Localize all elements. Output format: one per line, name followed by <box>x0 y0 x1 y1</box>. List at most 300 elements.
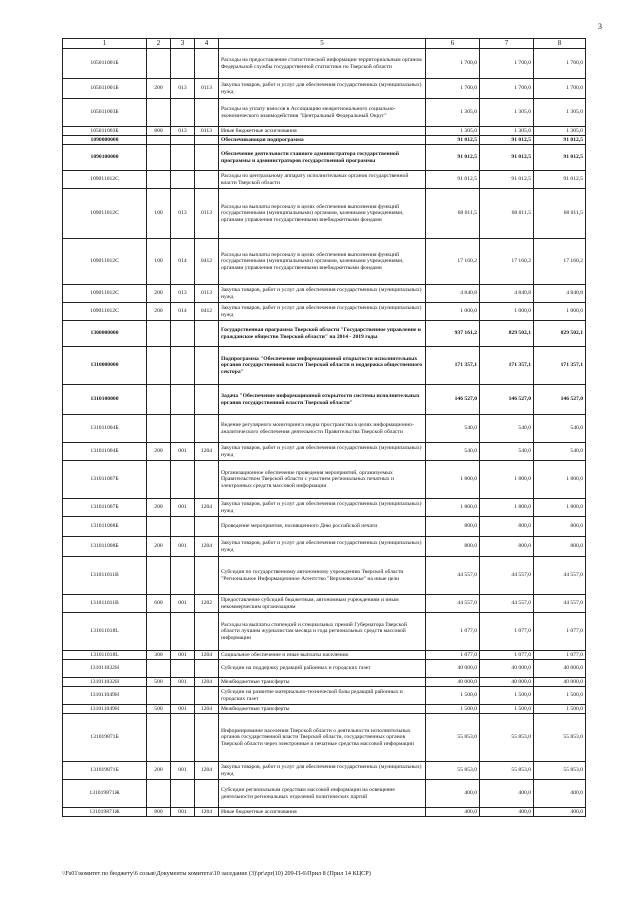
code-cell: 131011007Б <box>63 461 147 499</box>
code-cell: 105011003Б <box>63 127 147 136</box>
value-cell-col7: 91 012,5 <box>480 136 534 145</box>
ministry-cell: 013 <box>171 189 195 239</box>
value-cell-col7: 171 357,1 <box>480 347 534 385</box>
value-cell-col7: 1 700,0 <box>480 79 534 99</box>
ministry-cell <box>171 517 195 537</box>
value-cell-col6: 171 357,1 <box>426 347 480 385</box>
value-cell-col6: 800,0 <box>426 517 480 537</box>
description-cell: Обеспечение деятельности главного администратора государственной программы и администраторов государственной программы <box>219 145 426 171</box>
code-cell: 105011003Б <box>63 99 147 127</box>
section-cell: 0412 <box>195 239 219 285</box>
table-body <box>63 39 586 817</box>
value-cell-col6: 400,0 <box>426 808 480 817</box>
value-cell-col7: 1 700,0 <box>480 49 534 79</box>
value-cell-col7: 44 557,0 <box>480 557 534 595</box>
expense-type-cell <box>147 557 171 595</box>
expense-type-cell: 100 <box>147 239 171 285</box>
value-cell-col7: 400,0 <box>480 808 534 817</box>
value-cell-col7: 1 800,0 <box>480 499 534 517</box>
ministry-cell: 001 <box>171 499 195 517</box>
value-cell-col6: 17 160,2 <box>426 239 480 285</box>
value-cell-col6: 1 077,0 <box>426 651 480 660</box>
value-cell-col8: 400,0 <box>534 808 586 817</box>
table-row <box>63 595 586 613</box>
expense-type-cell: 800 <box>147 127 171 136</box>
table-row <box>63 127 586 136</box>
value-cell-col8: 17 160,2 <box>534 239 586 285</box>
value-cell-col7: 400,0 <box>480 780 534 808</box>
value-cell-col6: 44 557,0 <box>426 557 480 595</box>
table-row <box>63 537 586 557</box>
ministry-cell <box>171 136 195 145</box>
value-cell-col6: 146 527,0 <box>426 385 480 415</box>
ministry-cell <box>171 714 195 762</box>
code-cell: 105011001Б <box>63 49 147 79</box>
value-cell-col7: 1 077,0 <box>480 613 534 651</box>
value-cell-col6: 68 011,5 <box>426 189 480 239</box>
value-cell-col7: 55 853,0 <box>480 714 534 762</box>
code-cell: 131019871Б <box>63 714 147 762</box>
ministry-cell <box>171 613 195 651</box>
code-cell: 131011018L <box>63 651 147 660</box>
code-cell: 131019871Ж <box>63 808 147 817</box>
value-cell-col7: 1 305,0 <box>480 99 534 127</box>
value-cell-col8: 1 800,0 <box>534 461 586 499</box>
table-row <box>63 239 586 285</box>
code-cell: 131011004Б <box>63 415 147 443</box>
section-cell <box>195 136 219 145</box>
description-cell: Расходы на выплаты персоналу в целях обеспечения выполнения функций государственными (муниципальными) органами, казенными учреждениями, органами управления государственными внебюджетными фондами <box>219 189 426 239</box>
value-cell-col7: 1 305,0 <box>480 127 534 136</box>
description-cell: Закупка товаров, работ и услуг для обеспечения государственных (муниципальных) нужд <box>219 285 426 303</box>
description-cell: Иные бюджетные ассигнования <box>219 808 426 817</box>
table-row <box>63 651 586 660</box>
table-row <box>63 762 586 780</box>
value-cell-col6: 91 012,5 <box>426 171 480 189</box>
expense-type-cell <box>147 99 171 127</box>
expense-type-cell: 300 <box>147 651 171 660</box>
value-cell-col7: 800,0 <box>480 517 534 537</box>
value-cell-col7: 540,0 <box>480 415 534 443</box>
value-cell-col8: 40 000,0 <box>534 678 586 687</box>
ministry-cell <box>171 145 195 171</box>
description-cell: Межбюджетные трансферты <box>219 678 426 687</box>
code-cell: 131011032Н <box>63 660 147 678</box>
description-cell: Расходы по центральному аппарату исполнительных органов государственной власти Тверской области <box>219 171 426 189</box>
expense-type-cell <box>147 613 171 651</box>
section-cell: 1204 <box>195 678 219 687</box>
value-cell-col8: 40 000,0 <box>534 660 586 678</box>
value-cell-col6: 1 800,0 <box>426 461 480 499</box>
value-cell-col8: 1 000,0 <box>534 303 586 321</box>
table-row <box>63 517 586 537</box>
table-row <box>63 171 586 189</box>
section-cell <box>195 687 219 705</box>
table-row <box>63 79 586 99</box>
value-cell-col6: 55 853,0 <box>426 762 480 780</box>
column-header: 8 <box>534 39 586 49</box>
expense-type-cell: 200 <box>147 285 171 303</box>
value-cell-col6: 1 000,0 <box>426 303 480 321</box>
description-cell: Расходы на предоставление статистической информации территориальным органом Федеральной службы государственной статистики по Тверской области <box>219 49 426 79</box>
column-header: 4 <box>195 39 219 49</box>
code-cell: 1090000000 <box>63 136 147 145</box>
code-cell: 109011012С <box>63 239 147 285</box>
value-cell-col8: 800,0 <box>534 517 586 537</box>
code-cell: 131011007Б <box>63 499 147 517</box>
value-cell-col8: 800,0 <box>534 537 586 557</box>
expense-type-cell <box>147 385 171 415</box>
table-row <box>63 613 586 651</box>
value-cell-col8: 829 502,1 <box>534 321 586 347</box>
value-cell-col7: 829 502,1 <box>480 321 534 347</box>
description-cell: Субсидии на поддержку редакций районных и городских газет <box>219 660 426 678</box>
expense-type-cell <box>147 171 171 189</box>
code-cell: 131011032Н <box>63 678 147 687</box>
table-row <box>63 808 586 817</box>
code-cell: 109011012С <box>63 303 147 321</box>
description-cell: Закупка товаров, работ и услуг для обеспечения государственных (муниципальных) нужд <box>219 537 426 557</box>
value-cell-col6: 1 077,0 <box>426 613 480 651</box>
section-cell <box>195 99 219 127</box>
code-cell: 131011011В <box>63 557 147 595</box>
value-cell-col8: 1 700,0 <box>534 49 586 79</box>
value-cell-col8: 4 840,8 <box>534 285 586 303</box>
file-path-footer: \\Fs01\комитет по бюджету\6 созыв\Документы комитета\10 заседание (3)\pr\zpr(10) 209-П-6\Прил 8 (Прил 14 КЦСР) <box>62 870 371 877</box>
ministry-cell: 001 <box>171 595 195 613</box>
table-row <box>63 303 586 321</box>
description-cell: Обеспечивающая подпрограмма <box>219 136 426 145</box>
section-cell <box>195 557 219 595</box>
section-cell: 1204 <box>195 537 219 557</box>
code-cell: 131019871Б <box>63 762 147 780</box>
description-cell: Организационное обеспечение проведения мероприятий, организуемых Правительством Тверской области с участием региональных печатных и электронных средств массовой информации <box>219 461 426 499</box>
description-cell: Иные бюджетные ассигнования <box>219 127 426 136</box>
code-cell: 109011012С <box>63 171 147 189</box>
section-cell: 0113 <box>195 79 219 99</box>
code-cell: 105011001Б <box>63 79 147 99</box>
value-cell-col7: 55 853,0 <box>480 762 534 780</box>
expense-type-cell: 200 <box>147 537 171 557</box>
value-cell-col8: 55 853,0 <box>534 714 586 762</box>
section-cell: 1204 <box>195 808 219 817</box>
expense-type-cell <box>147 321 171 347</box>
value-cell-col6: 40 000,0 <box>426 678 480 687</box>
description-cell: Закупка товаров, работ и услуг для обеспечения государственных (муниципальных) нужд <box>219 762 426 780</box>
code-cell: 131011008Б <box>63 517 147 537</box>
code-cell: 131011049Н <box>63 705 147 714</box>
section-cell: 0412 <box>195 303 219 321</box>
ministry-cell <box>171 557 195 595</box>
description-cell: Ведение регулярного мониторинга медиа пространства в целях информационно-аналитического обеспечения деятельности Правительства Тверской области <box>219 415 426 443</box>
code-cell: 109011012С <box>63 189 147 239</box>
section-cell <box>195 347 219 385</box>
code-cell: 1090100000 <box>63 145 147 171</box>
column-header: 1 <box>63 39 147 49</box>
value-cell-col6: 44 557,0 <box>426 595 480 613</box>
table-row <box>63 49 586 79</box>
section-cell <box>195 780 219 808</box>
table-row <box>63 780 586 808</box>
expense-type-cell <box>147 714 171 762</box>
budget-table <box>62 38 586 817</box>
ministry-cell: 001 <box>171 651 195 660</box>
table-row <box>63 189 586 239</box>
value-cell-col6: 1 700,0 <box>426 49 480 79</box>
table-row <box>63 321 586 347</box>
code-cell: 1310100000 <box>63 385 147 415</box>
table-row <box>63 285 586 303</box>
table-row <box>63 678 586 687</box>
section-cell: 1204 <box>195 443 219 461</box>
value-cell-col7: 1 077,0 <box>480 651 534 660</box>
value-cell-col6: 540,0 <box>426 443 480 461</box>
value-cell-col6: 1 305,0 <box>426 99 480 127</box>
description-cell: Закупка товаров, работ и услуг для обеспечения государственных (муниципальных) нужд <box>219 499 426 517</box>
expense-type-cell <box>147 145 171 171</box>
value-cell-col6: 4 840,8 <box>426 285 480 303</box>
section-cell <box>195 171 219 189</box>
value-cell-col6: 1 305,0 <box>426 127 480 136</box>
value-cell-col8: 91 012,5 <box>534 136 586 145</box>
column-header: 2 <box>147 39 171 49</box>
ministry-cell: 013 <box>171 79 195 99</box>
section-cell <box>195 145 219 171</box>
description-cell: Расходы на выплаты персоналу в целях обеспечения выполнения функций государственными (муниципальными) органами, казенными учреждениями, органами управления государственными внебюджетными фондами <box>219 239 426 285</box>
value-cell-col6: 91 012,5 <box>426 136 480 145</box>
ministry-cell <box>171 461 195 499</box>
table-row <box>63 557 586 595</box>
expense-type-cell: 500 <box>147 678 171 687</box>
code-cell: 1300000000 <box>63 321 147 347</box>
value-cell-col8: 91 012,5 <box>534 145 586 171</box>
description-cell: Субсидия по государственному автономному учреждению Тверской области "Региональное Информационное Агентство "Верхневолжье" на иные цели <box>219 557 426 595</box>
value-cell-col7: 91 012,5 <box>480 171 534 189</box>
table-row <box>63 136 586 145</box>
page-number: 3 <box>598 22 602 31</box>
description-cell: Задача "Обеспечение информационной открытости системы исполнительных органов государственной власти Тверской области" <box>219 385 426 415</box>
ministry-cell: 001 <box>171 443 195 461</box>
ministry-cell: 013 <box>171 127 195 136</box>
section-cell <box>195 415 219 443</box>
value-cell-col7: 800,0 <box>480 537 534 557</box>
ministry-cell <box>171 660 195 678</box>
ministry-cell <box>171 49 195 79</box>
value-cell-col6: 1 700,0 <box>426 79 480 99</box>
value-cell-col8: 1 800,0 <box>534 499 586 517</box>
table-row <box>63 99 586 127</box>
column-header: 5 <box>219 39 426 49</box>
table-row <box>63 461 586 499</box>
table-row <box>63 705 586 714</box>
value-cell-col8: 540,0 <box>534 443 586 461</box>
value-cell-col8: 1 077,0 <box>534 613 586 651</box>
value-cell-col7: 1 500,0 <box>480 687 534 705</box>
description-cell: Государственная программа Тверской области "Государственное управление и гражданское общество Тверской области" на 2014 - 2019 годы <box>219 321 426 347</box>
expense-type-cell <box>147 687 171 705</box>
expense-type-cell: 200 <box>147 443 171 461</box>
value-cell-col7: 40 000,0 <box>480 678 534 687</box>
section-cell <box>195 660 219 678</box>
description-cell: Субсидии на развитие материально-технической базы редакций районных и городских газет <box>219 687 426 705</box>
code-cell: 131011018L <box>63 613 147 651</box>
ministry-cell <box>171 687 195 705</box>
expense-type-cell: 200 <box>147 762 171 780</box>
column-header: 3 <box>171 39 195 49</box>
value-cell-col8: 1 305,0 <box>534 127 586 136</box>
table-row <box>63 415 586 443</box>
expense-type-cell: 200 <box>147 79 171 99</box>
table-row <box>63 385 586 415</box>
description-cell: Закупка товаров, работ и услуг для обеспечения государственных (муниципальных) нужд <box>219 79 426 99</box>
value-cell-col6: 55 853,0 <box>426 714 480 762</box>
code-cell: 131011049Н <box>63 687 147 705</box>
expense-type-cell: 800 <box>147 808 171 817</box>
value-cell-col7: 68 011,5 <box>480 189 534 239</box>
description-cell: Подпрограмма "Обеспечение информационной открытости исполнительных органов государственной власти Тверской области и поддержка общественного сектора" <box>219 347 426 385</box>
section-cell <box>195 613 219 651</box>
value-cell-col7: 17 160,2 <box>480 239 534 285</box>
expense-type-cell <box>147 660 171 678</box>
value-cell-col6: 400,0 <box>426 780 480 808</box>
value-cell-col7: 540,0 <box>480 443 534 461</box>
description-cell: Социальное обеспечение и иные выплаты населению <box>219 651 426 660</box>
ministry-cell <box>171 321 195 347</box>
expense-type-cell <box>147 347 171 385</box>
description-cell: Закупка товаров, работ и услуг для обеспечения государственных (муниципальных) нужд <box>219 303 426 321</box>
value-cell-col7: 40 000,0 <box>480 660 534 678</box>
description-cell: Субсидии региональным средствам массовой информации на освещение деятельности региональных отделений политических партий <box>219 780 426 808</box>
section-cell: 1204 <box>195 705 219 714</box>
code-cell: 131011004Б <box>63 443 147 461</box>
ministry-cell <box>171 780 195 808</box>
ministry-cell: 013 <box>171 285 195 303</box>
expense-type-cell: 200 <box>147 303 171 321</box>
ministry-cell <box>171 347 195 385</box>
expense-type-cell <box>147 136 171 145</box>
value-cell-col8: 1 500,0 <box>534 705 586 714</box>
ministry-cell <box>171 99 195 127</box>
section-cell <box>195 321 219 347</box>
expense-type-cell: 200 <box>147 499 171 517</box>
table-row <box>63 714 586 762</box>
code-cell: 1310000000 <box>63 347 147 385</box>
description-cell: Проведение мероприятия, посвященного Дню российской печати <box>219 517 426 537</box>
expense-type-cell <box>147 49 171 79</box>
section-cell <box>195 385 219 415</box>
value-cell-col7: 146 527,0 <box>480 385 534 415</box>
table-row <box>63 499 586 517</box>
ministry-cell: 001 <box>171 678 195 687</box>
expense-type-cell: 100 <box>147 189 171 239</box>
header-row <box>63 39 586 49</box>
value-cell-col8: 55 853,0 <box>534 762 586 780</box>
expense-type-cell <box>147 415 171 443</box>
description-cell: Закупка товаров, работ и услуг для обеспечения государственных (муниципальных) нужд <box>219 443 426 461</box>
section-cell <box>195 49 219 79</box>
table-row <box>63 145 586 171</box>
value-cell-col8: 1 500,0 <box>534 687 586 705</box>
expense-type-cell <box>147 517 171 537</box>
value-cell-col7: 4 840,8 <box>480 285 534 303</box>
expense-type-cell: 600 <box>147 595 171 613</box>
ministry-cell: 014 <box>171 303 195 321</box>
value-cell-col7: 91 012,5 <box>480 145 534 171</box>
section-cell <box>195 461 219 499</box>
section-cell: 1204 <box>195 762 219 780</box>
table-row <box>63 347 586 385</box>
description-cell: Предоставление субсидий бюджетным, автономным учреждениям и иным некоммерческим организациям <box>219 595 426 613</box>
value-cell-col6: 40 000,0 <box>426 660 480 678</box>
ministry-cell: 001 <box>171 537 195 557</box>
value-cell-col8: 1 305,0 <box>534 99 586 127</box>
ministry-cell: 001 <box>171 762 195 780</box>
value-cell-col6: 937 161,2 <box>426 321 480 347</box>
ministry-cell: 001 <box>171 705 195 714</box>
table-row <box>63 443 586 461</box>
value-cell-col8: 1 077,0 <box>534 651 586 660</box>
value-cell-col8: 91 012,5 <box>534 171 586 189</box>
value-cell-col7: 1 800,0 <box>480 461 534 499</box>
section-cell: 0113 <box>195 189 219 239</box>
section-cell: 1204 <box>195 651 219 660</box>
value-cell-col6: 91 012,5 <box>426 145 480 171</box>
ministry-cell <box>171 415 195 443</box>
value-cell-col7: 44 557,0 <box>480 595 534 613</box>
value-cell-col6: 540,0 <box>426 415 480 443</box>
code-cell: 131011011В <box>63 595 147 613</box>
code-cell: 109011012С <box>63 285 147 303</box>
value-cell-col6: 1 500,0 <box>426 687 480 705</box>
ministry-cell: 014 <box>171 239 195 285</box>
section-cell: 1204 <box>195 499 219 517</box>
value-cell-col7: 1 000,0 <box>480 303 534 321</box>
expense-type-cell: 500 <box>147 705 171 714</box>
table-row <box>63 660 586 678</box>
section-cell: 0113 <box>195 285 219 303</box>
section-cell <box>195 517 219 537</box>
value-cell-col7: 1 500,0 <box>480 705 534 714</box>
description-cell: Расходы на уплату взносов в Ассоциацию межрегионального социально-экономического взаимодействия "Центральный Федеральный Округ" <box>219 99 426 127</box>
ministry-cell: 001 <box>171 808 195 817</box>
column-header: 7 <box>480 39 534 49</box>
value-cell-col8: 540,0 <box>534 415 586 443</box>
description-cell: Расходы на выплаты стипендий и специальных премий Губернатора Тверской области лучшим журналистам месяца и года региональных средств массовой информации <box>219 613 426 651</box>
ministry-cell <box>171 385 195 415</box>
section-cell <box>195 714 219 762</box>
value-cell-col8: 171 357,1 <box>534 347 586 385</box>
value-cell-col8: 44 557,0 <box>534 595 586 613</box>
ministry-cell <box>171 171 195 189</box>
expense-type-cell <box>147 780 171 808</box>
expense-type-cell <box>147 461 171 499</box>
description-cell: Информирование населения Тверской области о деятельности исполнительных органов государственной власти Тверской области, государственных органов Тверской области через электронные и печатные средства массовой информации <box>219 714 426 762</box>
section-cell: 0113 <box>195 127 219 136</box>
table-row <box>63 687 586 705</box>
value-cell-col8: 400,0 <box>534 780 586 808</box>
value-cell-col8: 68 011,5 <box>534 189 586 239</box>
description-cell: Межбюджетные трансферты <box>219 705 426 714</box>
code-cell: 131019871Ж <box>63 780 147 808</box>
value-cell-col6: 800,0 <box>426 537 480 557</box>
value-cell-col8: 1 700,0 <box>534 79 586 99</box>
column-header: 6 <box>426 39 480 49</box>
section-cell: 1202 <box>195 595 219 613</box>
value-cell-col8: 146 527,0 <box>534 385 586 415</box>
value-cell-col6: 1 500,0 <box>426 705 480 714</box>
code-cell: 131011008Б <box>63 537 147 557</box>
value-cell-col8: 44 557,0 <box>534 557 586 595</box>
